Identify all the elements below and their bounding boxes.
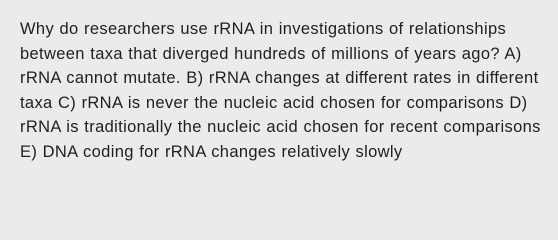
question-text: Why do researchers use rRNA in investigations of relationships between taxa that diverged hundreds of millions of years ago? A) rRNA cannot mutate. B) rRNA changes at different rates in different taxa C) rRNA is never the nucleic acid chosen for comparisons D) rRNA is traditionally the nucleic acid chosen for recent comparisons E) DNA coding for rRNA changes relatively slowly — [20, 20, 541, 161]
